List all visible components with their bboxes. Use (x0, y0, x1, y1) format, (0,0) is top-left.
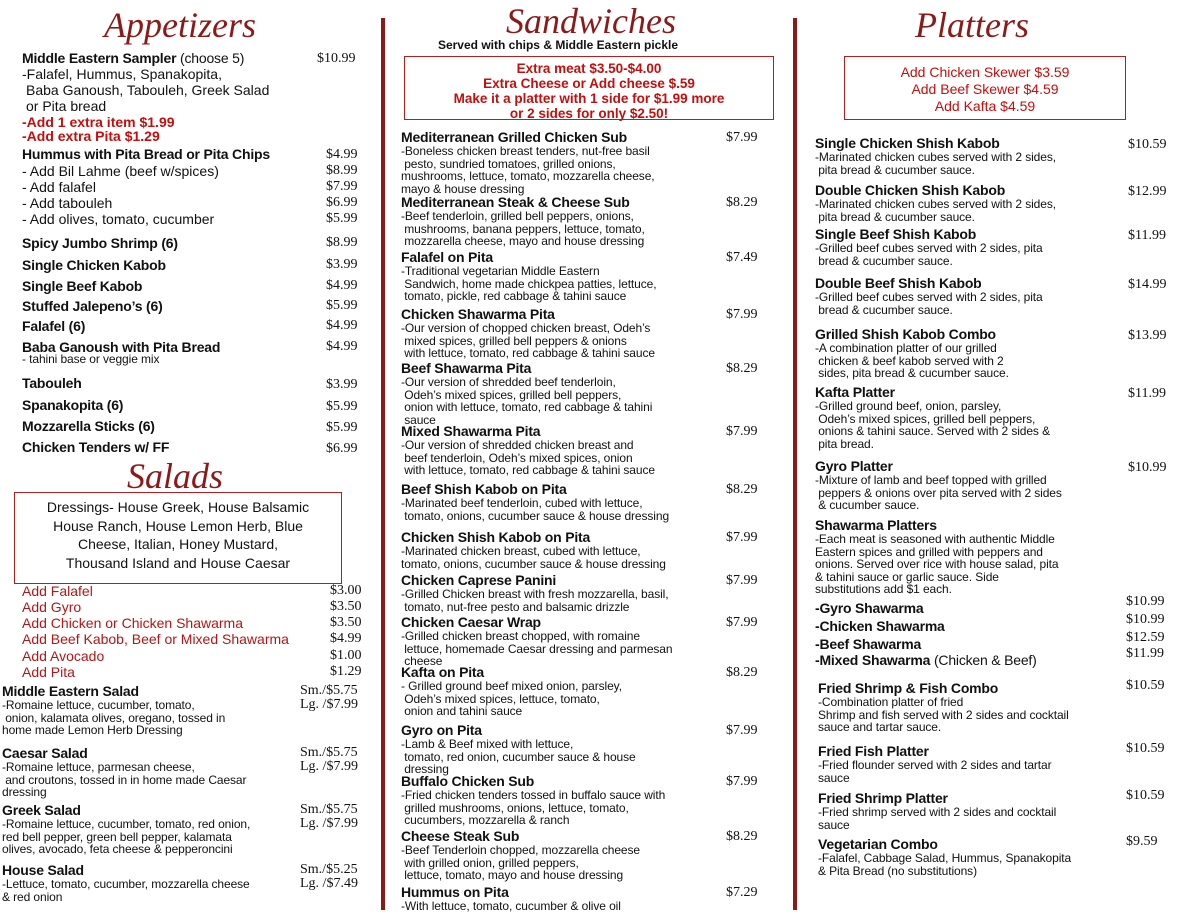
platter-item (818, 790, 1118, 831)
platter-item (815, 458, 1115, 512)
platter-desc: peppers & onions over pita served with 2 sides (815, 485, 1062, 500)
salad-addon-label: Add Falafel (22, 583, 93, 599)
sandwich-name: Beef Shish Kabob on Pita (401, 481, 567, 497)
shawarma-option-name: -Chicken Shawarma (815, 618, 945, 634)
baba-desc: - tahini base or veggie mix (22, 352, 160, 366)
sandwich-price: $8.29 (726, 482, 758, 497)
sandwich-name: Buffalo Chicken Sub (401, 773, 535, 789)
column-divider-left (381, 18, 385, 910)
sandwich-price: $7.29 (726, 885, 758, 900)
hummus-addon-price: $6.99 (326, 195, 358, 210)
platter-price: $10.59 (1126, 741, 1165, 756)
appetizer-name: Spicy Jumbo Shrimp (6) (22, 235, 178, 251)
hummus-name: Hummus with Pita Bread or Pita Chips (22, 146, 270, 162)
platter-desc: Shrimp and fish served with 2 sides and cocktail (818, 707, 1069, 722)
platter-item (815, 182, 1115, 223)
sandwich-price: $7.99 (726, 424, 758, 439)
platter-price: $10.59 (1128, 137, 1167, 152)
extras-line-1: Extra meat $3.50-$4.00 (516, 61, 662, 76)
sandwich-desc: grilled mushrooms, onions, lettuce, tomato, (401, 800, 629, 815)
shawarma-option-price: $11.99 (1126, 646, 1164, 661)
hummus-addon-label: - Add olives, tomato, cucumber (22, 211, 215, 227)
salad-name: House Salad (2, 862, 84, 878)
appetizer-price: $3.99 (326, 257, 358, 272)
sandwich-name: Mediterranean Steak & Cheese Sub (401, 194, 630, 210)
appetizer-name: Falafel (6) (22, 318, 86, 334)
shawarma-option (815, 652, 1037, 668)
salad-addon-label: Add Beef Kabob, Beef or Mixed Shawarma (22, 631, 289, 647)
platter-desc: sauce (818, 770, 850, 785)
appetizer-name: Spanakopita (6) (22, 397, 124, 413)
hummus-addon-price: $8.99 (326, 163, 358, 178)
appetizer-price: $4.99 (326, 278, 358, 293)
sandwich-desc: -Fried chicken tenders tossed in buffalo sauce with (401, 788, 666, 802)
appetizer-price: $3.99 (326, 377, 358, 392)
platter-name: Single Beef Shish Kabob (815, 226, 977, 242)
hummus-addon-price: $5.99 (326, 211, 358, 226)
salad-addon-label: Add Chicken or Chicken Shawarma (22, 615, 243, 631)
sampler-line-3: or Pita bread (26, 98, 107, 114)
platter-name: Grilled Shish Kabob Combo (815, 326, 996, 342)
platter-name: Gyro Platter (815, 458, 893, 474)
sandwich-desc: tomato, red onion, cucumber sauce & house (401, 749, 636, 764)
platter-extra-2: Add Beef Skewer $4.59 (911, 81, 1059, 97)
dressings-line-4: Thousand Island and House Caesar (65, 554, 291, 571)
extras-line-3: Make it a platter with 1 side for $1.99 more (453, 91, 725, 106)
salad-addon-label: Add Avocado (22, 648, 105, 664)
platter-extra-3: Add Kafta $4.59 (934, 98, 1036, 114)
platter-desc: -A combination platter of our grilled (815, 341, 997, 355)
appetizers-column (0, 0, 375, 919)
salad-price-large: Lg. /$7.99 (300, 759, 358, 774)
salad-desc: olives, avocado, feta cheese & pepperoncini (2, 842, 233, 856)
platter-name: Fried Shrimp Platter (818, 790, 948, 806)
baba-price: $4.99 (326, 339, 358, 354)
sandwich-desc: onion and tahini sauce (401, 704, 523, 718)
salad-desc: -Romaine lettuce, cucumber, tomato, (2, 698, 195, 712)
salad-price-small: Sm./$5.75 (300, 683, 358, 698)
platters-heading: Platters (915, 5, 1029, 45)
sandwich-desc: mayo & house dressing (401, 181, 525, 196)
sandwich-name: Hummus on Pita (401, 884, 509, 900)
shawarma-platters-desc-2: Eastern spices and grilled with peppers and (815, 544, 1043, 559)
platter-item (818, 743, 1118, 784)
salad-desc: -Romaine lettuce, cucumber, tomato, red onion, (2, 817, 251, 831)
sandwich-desc: -Beef tenderloin, grilled bell peppers, onions, (401, 209, 634, 223)
platter-item (815, 275, 1115, 316)
sandwich-desc: with grilled onion, grilled peppers, (401, 855, 579, 870)
sandwich-price: $7.99 (726, 130, 758, 145)
salad-item (2, 862, 302, 903)
appetizer-name: Chicken Tenders w/ FF (22, 439, 170, 455)
shawarma-platters-desc-4: & tahini sauce or garlic sauce. Side (815, 569, 999, 584)
platter-name: Vegetarian Combo (818, 836, 938, 852)
shawarma-platters-item (815, 517, 1172, 596)
sandwich-desc: -Marinated beef tenderloin, cubed with lettuce, (401, 496, 643, 510)
sandwich-extras-box (404, 56, 774, 120)
platter-desc: -Grilled beef cubes served with 2 sides, pita (815, 290, 1043, 304)
platter-price: $11.99 (1128, 386, 1166, 401)
hummus-addon-label: - Add Bil Lahme (beef w/spices) (22, 163, 219, 179)
platter-desc: sauce and tartar sauce. (818, 720, 942, 734)
sandwich-price: $7.99 (726, 307, 758, 322)
salad-addon-price: $3.50 (330, 599, 362, 614)
appetizer-price: $6.99 (326, 441, 358, 456)
platter-name: Double Beef Shish Kabob (815, 275, 982, 291)
platter-extras-box (844, 56, 1126, 120)
sandwich-item (401, 423, 721, 477)
sandwich-item (401, 828, 721, 882)
shawarma-option-price: $10.99 (1126, 594, 1165, 609)
sandwich-price: $7.99 (726, 573, 758, 588)
sandwich-price: $8.29 (726, 829, 758, 844)
appetizer-name: Mozzarella Sticks (6) (22, 418, 155, 434)
platter-desc: onions & tahini sauce. Served with 2 sides & (815, 424, 1050, 438)
sandwich-desc: tomato, nut-free pesto and balsamic drizzle (401, 599, 630, 614)
salad-addon-price: $3.00 (330, 583, 362, 598)
platter-desc: pita bread. (815, 436, 874, 451)
sandwich-item (401, 360, 721, 426)
sandwich-name: Mixed Shawarma Pita (401, 423, 541, 439)
sandwich-price: $7.99 (726, 723, 758, 738)
platter-price: $12.99 (1128, 184, 1167, 199)
platter-extra-1: Add Chicken Skewer $3.59 (900, 64, 1070, 80)
sandwich-name: Mediterranean Grilled Chicken Sub (401, 129, 628, 145)
sandwich-desc: dressing (401, 762, 449, 776)
sandwich-desc: -With lettuce, tomato, cucumber & olive oil (401, 899, 621, 913)
salad-item (2, 745, 302, 799)
salad-desc: and croutons, tossed in in home made Caesar (2, 772, 247, 787)
extras-line-4: or 2 sides for only $2.50! (509, 106, 669, 121)
extras-line-2: Extra Cheese or Add cheese $.59 (483, 76, 695, 91)
sandwich-price: $7.99 (726, 530, 758, 545)
salad-name: Greek Salad (2, 802, 81, 818)
hummus-price: $4.99 (326, 147, 358, 162)
appetizer-price: $4.99 (326, 318, 358, 333)
sampler-note: (choose 5) (180, 50, 245, 66)
platter-desc: -Fried shrimp served with 2 sides and cocktail (818, 805, 1057, 819)
sandwich-name: Falafel on Pita (401, 249, 493, 265)
sandwich-desc: mixed spices, grilled bell peppers & onions (401, 333, 627, 348)
salad-price-large: Lg. /$7.49 (300, 876, 358, 891)
platter-price: $14.99 (1128, 277, 1167, 292)
platter-desc: pita bread & cucumber sauce. (815, 162, 975, 177)
sandwich-desc: with lettuce, tomato, red cabbage & tahini sauce (401, 346, 655, 360)
platter-name: Kafta Platter (815, 384, 895, 400)
shawarma-platters-desc-3: onions. Served over rice with house salad, pita (815, 557, 1059, 571)
sandwich-price: $7.99 (726, 615, 758, 630)
sandwich-desc: mushrooms, banana peppers, lettuce, tomato, (401, 221, 645, 236)
sampler-line-2: Baba Ganoush, Tabouleh, Greek Salad (26, 82, 270, 98)
salad-desc: onion, kalamata olives, oregano, tossed in (2, 710, 226, 725)
sandwich-desc: -Beef Tenderloin chopped, mozzarella cheese (401, 843, 640, 857)
shawarma-option-price: $12.59 (1126, 630, 1165, 645)
platter-item (815, 226, 1115, 267)
platter-desc: -Falafel, Cabbage Salad, Hummus, Spanakopita (818, 851, 1072, 865)
dressings-line-2: House Ranch, House Lemon Herb, Blue (53, 517, 303, 534)
sandwich-item (401, 306, 721, 360)
sampler-price: $10.99 (317, 51, 356, 66)
salad-price-small: Sm./$5.25 (300, 862, 358, 877)
platter-name: Fried Shrimp & Fish Combo (818, 680, 999, 696)
sandwiches-column (398, 0, 778, 919)
salad-addon-label: Add Gyro (22, 599, 82, 615)
sandwiches-subtitle: Served with chips & Middle Eastern pickle (437, 38, 679, 52)
salads-heading: Salads (126, 456, 223, 496)
sandwich-desc: mozzarella cheese, mayo and house dressing (401, 234, 645, 248)
sandwich-desc: sauce (401, 412, 436, 427)
salad-price-small: Sm./$5.75 (300, 802, 358, 817)
platter-desc: bread & cucumber sauce. (815, 302, 953, 317)
sandwich-desc: beef tenderloin, Odeh’s mixed spices, onion (401, 450, 633, 465)
platter-price: $10.59 (1126, 678, 1165, 693)
sandwich-desc: -Lamb & Beef mixed with lettuce, (401, 737, 574, 751)
salad-name: Middle Eastern Salad (2, 683, 139, 699)
sampler-line-1: -Falafel, Hummus, Spanakopita, (22, 66, 222, 82)
sandwich-desc: cheese (401, 654, 443, 668)
shawarma-option (815, 618, 945, 634)
sandwich-desc: -Our version of shredded beef tenderloin, (401, 375, 616, 389)
appetizers-heading: Appetizers (104, 5, 256, 45)
platter-item (818, 836, 1118, 877)
dressings-box (14, 492, 342, 584)
platter-desc: pita bread & cucumber sauce. (815, 209, 975, 224)
sandwich-desc: Odeh’s mixed spices, grilled bell peppers, (401, 387, 622, 402)
appetizer-name: Single Chicken Kabob (22, 257, 166, 273)
salad-price-small: Sm./$5.75 (300, 745, 358, 760)
salad-addon-price: $3.50 (330, 615, 362, 630)
sandwich-name: Kafta on Pita (401, 664, 484, 680)
sandwich-item (401, 664, 721, 718)
shawarma-option-name: -Beef Shawarma (815, 636, 922, 652)
appetizer-name: Tabouleh (22, 375, 82, 391)
salad-addon-price: $1.00 (330, 648, 362, 663)
sandwich-desc: -Our version of shredded chicken breast and (401, 438, 634, 452)
dressings-line-3: Cheese, Italian, Honey Mustard, (78, 536, 278, 552)
sandwich-desc: tomato, pickle, red cabbage & tahini sauce (401, 289, 627, 303)
sampler-add-pita: -Add extra Pita $1.29 (22, 128, 160, 144)
platter-desc: & Pita Bread (no substitutions) (818, 863, 977, 878)
sandwich-item (401, 773, 721, 827)
platter-desc: -Fried flounder served with 2 sides and tartar (818, 758, 1052, 772)
sandwich-item (401, 572, 721, 613)
hummus-addon-label: - Add falafel (22, 179, 96, 195)
platters-column (812, 0, 1172, 919)
salad-addon-label: Add Pita (22, 664, 75, 680)
sandwiches-heading: Sandwiches (506, 1, 676, 41)
sandwich-name: Beef Shawarma Pita (401, 360, 532, 376)
platter-desc: sides, pita bread & cucumber sauce. (815, 366, 1009, 380)
sandwich-item (401, 529, 721, 570)
sandwich-desc: mushrooms, lettuce, tomato, mozzarella cheese, (401, 169, 655, 183)
sandwich-item (401, 129, 721, 195)
platter-desc: & cucumber sauce. (815, 498, 920, 512)
sandwich-desc: -Grilled chicken breast chopped, with romaine (401, 629, 640, 643)
sandwich-desc: -Traditional vegetarian Middle Eastern (401, 264, 600, 278)
hummus-item (22, 146, 375, 162)
appetizer-price: $5.99 (326, 399, 358, 414)
salad-addon-price: $1.29 (330, 664, 362, 679)
baba-name: Baba Ganoush with Pita Bread (22, 339, 221, 355)
salad-desc: home made Lemon Herb Dressing (2, 723, 183, 737)
sandwich-name: Cheese Steak Sub (401, 828, 520, 844)
sampler-add-item: -Add 1 extra item $1.99 (22, 114, 175, 130)
sampler-name: Middle Eastern Sampler (22, 50, 177, 66)
platter-desc: -Combination platter of fried (818, 695, 964, 709)
sandwich-desc: Odeh’s mixed spices, lettuce, tomato, (401, 691, 600, 706)
sandwich-desc: -Our version of chopped chicken breast, Odeh’s (401, 321, 651, 335)
platter-desc: -Marinated chicken cubes served with 2 sides, (815, 197, 1056, 211)
sandwich-desc: -Grilled Chicken breast with fresh mozzarella, basil, (401, 587, 669, 601)
appetizer-price: $8.99 (326, 235, 358, 250)
sandwich-price: $8.29 (726, 361, 758, 376)
sandwich-desc: tomato, onions, cucumber sauce & house dressing (401, 556, 666, 571)
sandwich-price: $7.49 (726, 250, 758, 265)
salad-addon-price: $4.99 (330, 631, 362, 646)
sandwich-item (401, 194, 721, 248)
shawarma-platters-desc-5: substitutions add $1 each. (815, 582, 952, 596)
platter-desc: bread & cucumber sauce. (815, 253, 953, 268)
sandwich-desc: lettuce, tomato, mayo and house dressing (401, 868, 624, 882)
sandwich-item (401, 722, 721, 776)
platter-name: Double Chicken Shish Kabob (815, 182, 1006, 198)
sandwich-name: Gyro on Pita (401, 722, 482, 738)
platter-desc: chicken & beef kabob served with 2 (815, 353, 1004, 368)
salad-desc: -Romaine lettuce, parmesan cheese, (2, 760, 195, 774)
sandwich-desc: cucumbers, mozzarella & ranch (401, 813, 570, 827)
hummus-addon-price: $7.99 (326, 179, 358, 194)
sandwich-desc: lettuce, homemade Caesar dressing and parmesan (401, 641, 673, 656)
platter-desc: -Grilled ground beef, onion, parsley, (815, 399, 1002, 413)
platter-desc: -Mixture of lamb and beef topped with grilled (815, 473, 1047, 487)
sandwich-name: Chicken Shish Kabob on Pita (401, 529, 591, 545)
shawarma-option (815, 636, 921, 652)
sandwich-name: Chicken Caesar Wrap (401, 614, 541, 630)
sandwich-desc: with lettuce, tomato, red cabbage & tahini sauce (401, 463, 655, 477)
salad-desc: -Lettuce, tomato, cucumber, mozzarella cheese (2, 877, 250, 891)
salad-price-large: Lg. /$7.99 (300, 816, 358, 831)
platter-price: $9.59 (1126, 834, 1158, 849)
appetizer-price: $5.99 (326, 298, 358, 313)
sandwich-item (401, 481, 721, 522)
shawarma-platters-name: Shawarma Platters (815, 517, 937, 533)
column-divider-right (793, 18, 797, 910)
sandwich-item (401, 249, 721, 303)
shawarma-option-name: -Mixed Shawarma (815, 652, 931, 668)
platter-desc: sauce (818, 817, 850, 832)
salad-price-large: Lg. /$7.99 (300, 697, 358, 712)
salad-item (2, 802, 302, 856)
shawarma-option (815, 600, 923, 616)
sandwich-price: $8.29 (726, 195, 758, 210)
sandwich-item (401, 884, 721, 913)
shawarma-option-price: $10.99 (1126, 612, 1165, 627)
hummus-addon-label: - Add tabouleh (22, 195, 113, 211)
platter-name: Fried Fish Platter (818, 743, 929, 759)
sandwich-desc: tomato, onions, cucumber sauce & house dressing (401, 508, 670, 523)
shawarma-platters-desc-1: -Each meat is seasoned with authentic Middle (815, 532, 1055, 546)
platter-desc: -Marinated chicken cubes served with 2 sides, (815, 150, 1056, 164)
sandwich-name: Chicken Caprese Panini (401, 572, 557, 588)
baba-item (22, 339, 375, 366)
appetizer-name: Single Beef Kabob (22, 278, 143, 294)
platter-price: $10.99 (1128, 460, 1167, 475)
platter-desc: Odeh’s mixed spices, grilled bell peppers, (815, 411, 1036, 426)
platter-item (815, 384, 1115, 450)
sandwich-desc: -Marinated chicken breast, cubed with lettuce, (401, 544, 641, 558)
salad-name: Caesar Salad (2, 745, 88, 761)
sandwich-desc: pesto, sundried tomatoes, grilled onions, (401, 156, 616, 171)
sandwich-price: $7.99 (726, 774, 758, 789)
sandwich-desc: - Grilled ground beef mixed onion, parsley, (401, 679, 622, 693)
platter-name: Single Chicken Shish Kabob (815, 135, 1000, 151)
shawarma-option-name: -Gyro Shawarma (815, 600, 924, 616)
sandwich-name: Chicken Shawarma Pita (401, 306, 555, 322)
salad-desc: red bell pepper, green bell pepper, kalamata (2, 829, 232, 844)
dressings-line-1: Dressings- House Greek, House Balsamic (46, 499, 310, 515)
appetizer-name: Stuffed Jalepeno’s (6) (22, 298, 163, 314)
salad-desc: & red onion (2, 889, 63, 904)
shawarma-option-extra: (Chicken & Beef) (930, 652, 1037, 668)
appetizer-price: $5.99 (326, 420, 358, 435)
platter-price: $10.59 (1126, 788, 1165, 803)
sandwich-item (401, 614, 721, 668)
platter-item (815, 135, 1115, 176)
platter-price: $11.99 (1128, 228, 1166, 243)
platter-price: $13.99 (1128, 328, 1167, 343)
platter-item (818, 680, 1118, 734)
sandwich-desc: -Boneless chicken breast tenders, nut-free basil (401, 144, 650, 158)
platter-desc: -Grilled beef cubes served with 2 sides, pita (815, 241, 1043, 255)
platter-item (815, 326, 1115, 380)
salad-item (2, 683, 302, 737)
salad-desc: dressing (2, 785, 47, 799)
sandwich-desc: onion with lettuce, tomato, red cabbage & tahini (401, 400, 653, 414)
sandwich-desc: Sandwich, home made chickpea patties, lettuce, (401, 276, 657, 291)
sandwich-price: $8.29 (726, 665, 758, 680)
